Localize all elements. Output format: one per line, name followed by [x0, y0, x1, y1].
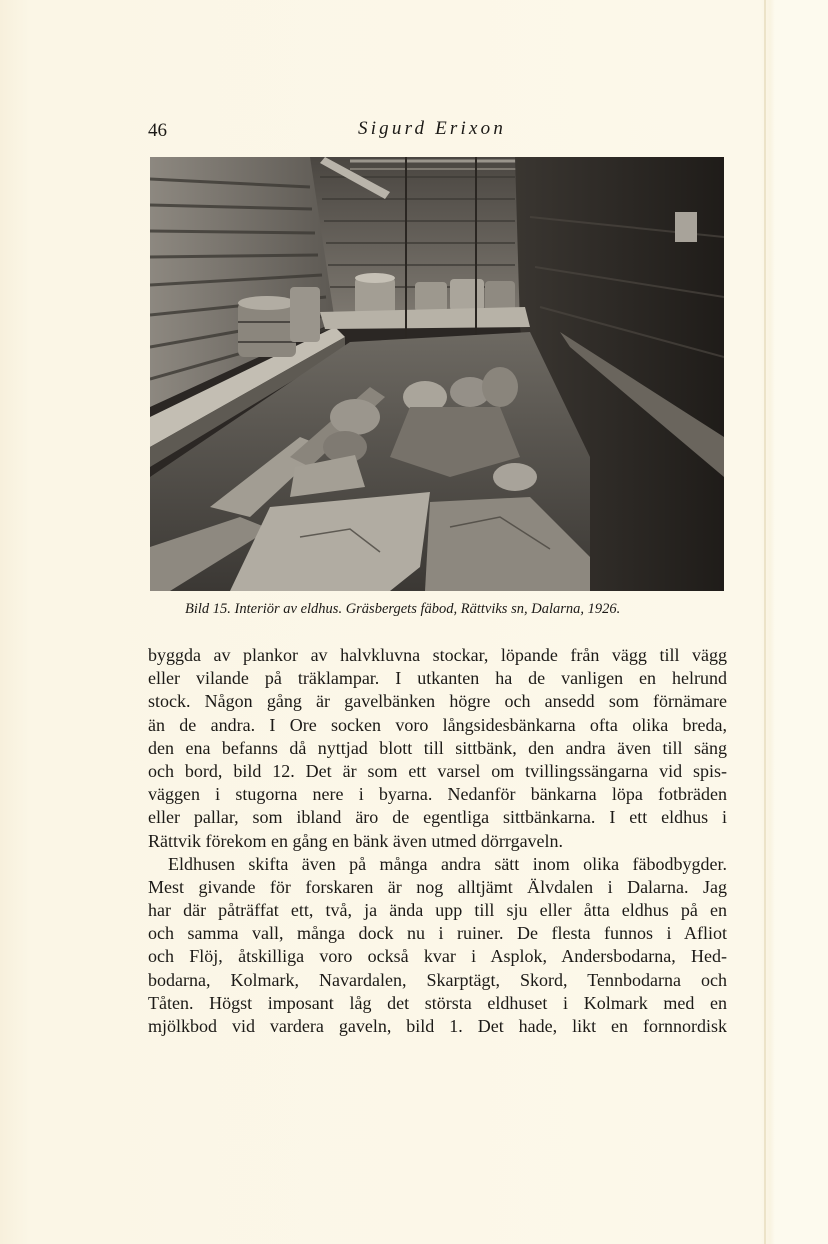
eldhus-interior-photo [150, 157, 724, 591]
text-line: Eldhusen skifta även på många andra sätt inom olika fäbodbygder. [168, 853, 727, 874]
text-line: än de andra. I Ore socken voro långsidesbänkarna ofta olika breda, [148, 714, 727, 735]
page-number: 46 [148, 120, 167, 141]
text-line: och bord, bild 12. Det är som ett varsel om tvillingssängarna vid spis- [148, 760, 727, 781]
page-edge [764, 0, 766, 1244]
text-line: har där påträffat ett, två, ja ända upp till sju eller åtta eldhus på en [148, 900, 727, 921]
text-line: byggda av plankor av halvkluvna stockar, löpande från vägg till vägg [148, 645, 727, 665]
text-line: den ena befanns då nyttjad blott till sittbänk, den andra även till säng [148, 737, 727, 758]
running-head: Sigurd Erixon [358, 118, 507, 139]
text-line: bodarna, Kolmark, Navardalen, Skarptägt, Skord, Tennbodarna och [148, 969, 727, 990]
text-line: stock. Någon gång är gavelbänken högre och ansedd som förnämare [148, 691, 727, 712]
text-line: och samma vall, många dock nu i ruiner. De flesta funnos i Afliot [148, 923, 727, 944]
body-text [148, 644, 727, 1038]
text-line: och Flöj, åtskilliga voro också kvar i Asplok, Andersbodarna, Hed- [148, 946, 727, 967]
text-line: väggen i stugorna nere i byarna. Nedanför bänkarna löpa fotbräden [148, 784, 727, 805]
figure-photo [150, 157, 724, 591]
text-line: Rättvik förekom en gång en bänk även utmed dörrgaveln. [148, 830, 564, 851]
figure-caption: Bild 15. Interiör av eldhus. Gräsbergets fäbod, Rättviks sn, Dalarna, 1926. [185, 601, 621, 617]
text-line: Tåten. Högst imposant låg det största eldhuset i Kolmark med en [148, 992, 727, 1013]
text-line: eller pallar, som ibland äro de egentliga sittbänkarna. I ett eldhus i [148, 807, 727, 828]
text-line: eller vilande på träklampar. I utkanten ha de vanligen en helrund [148, 668, 727, 689]
text-line: Mest givande för forskaren är nog alltjämt Älvdalen i Dalarna. Jag [148, 876, 727, 897]
text-line: mjölkbod vid vardera gaveln, bild 1. Det hade, likt en fornnordisk [148, 1016, 727, 1036]
